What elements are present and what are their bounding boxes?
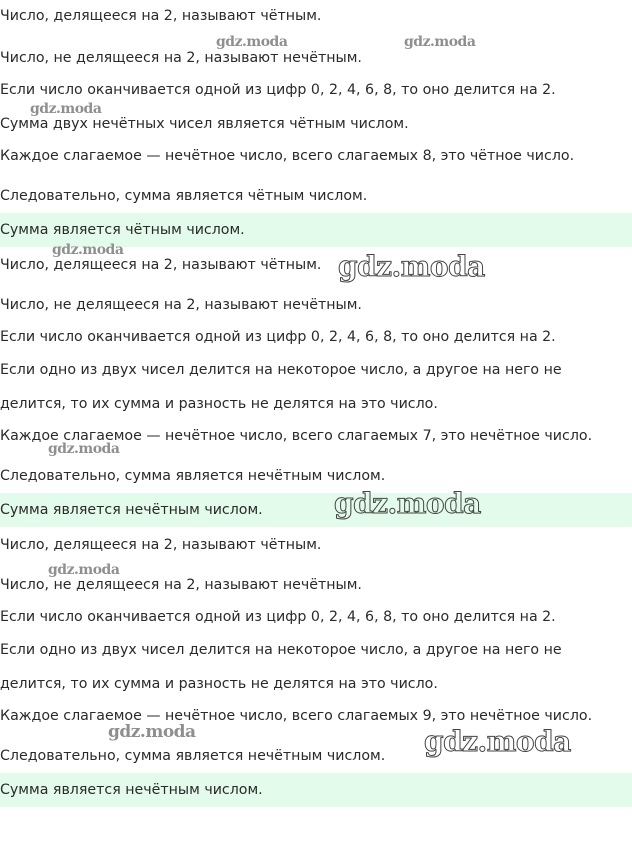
- answer-box: [0, 773, 632, 807]
- text-line: делится, то их сумма и разность не делятся на это число.: [0, 396, 438, 412]
- text-line: делится, то их сумма и разность не делятся на это число.: [0, 676, 438, 692]
- text-line: Число, делящееся на 2, называют чётным.: [0, 8, 322, 24]
- text-line: Число, не делящееся на 2, называют нечётным.: [0, 50, 362, 66]
- watermark: gdz.moda: [334, 487, 481, 520]
- text-line: Число, делящееся на 2, называют чётным.: [0, 537, 322, 553]
- text-line: Сумма двух нечётных чисел является чётным числом.: [0, 116, 409, 132]
- watermark: gdz.moda: [48, 562, 120, 578]
- text-line: Если число оканчивается одной из цифр 0, 2, 4, 6, 8, то оно делится на 2.: [0, 329, 556, 345]
- watermark: gdz.moda: [48, 441, 120, 457]
- text-line: Число, делящееся на 2, называют чётным.: [0, 257, 322, 273]
- text-line: Если число оканчивается одной из цифр 0, 2, 4, 6, 8, то оно делится на 2.: [0, 609, 556, 625]
- text-line: Если число оканчивается одной из цифр 0, 2, 4, 6, 8, то оно делится на 2.: [0, 82, 556, 98]
- text-line: Если одно из двух чисел делится на некоторое число, а другое на него не: [0, 642, 562, 658]
- text-line: Следовательно, сумма является нечётным числом.: [0, 748, 386, 764]
- text-line: Следовательно, сумма является чётным числом.: [0, 188, 368, 204]
- text-line: Если одно из двух чисел делится на некоторое число, а другое на него не: [0, 362, 562, 378]
- watermark: gdz.moda: [216, 34, 288, 50]
- watermark: gdz.moda: [338, 250, 485, 283]
- text-line: Каждое слагаемое — нечётное число, всего слагаемых 9, это нечётное число.: [0, 708, 593, 724]
- text-line: Следовательно, сумма является нечётным числом.: [0, 468, 386, 484]
- answer-text: Сумма является нечётным числом.: [0, 782, 263, 798]
- watermark: gdz.moda: [108, 722, 196, 742]
- text-line: Число, не делящееся на 2, называют нечётным.: [0, 297, 362, 313]
- watermark: gdz.moda: [424, 725, 571, 758]
- answer-text: Сумма является нечётным числом.: [0, 502, 263, 518]
- watermark: gdz.moda: [52, 242, 124, 258]
- watermark: gdz.moda: [30, 101, 102, 117]
- text-line: Каждое слагаемое — нечётное число, всего слагаемых 7, это нечётное число.: [0, 428, 593, 444]
- text-line: Каждое слагаемое — нечётное число, всего слагаемых 8, это чётное число.: [0, 148, 575, 164]
- answer-box: [0, 493, 632, 527]
- watermark: gdz.moda: [404, 34, 476, 50]
- text-line: Число, не делящееся на 2, называют нечётным.: [0, 577, 362, 593]
- answer-text: Сумма является чётным числом.: [0, 222, 245, 238]
